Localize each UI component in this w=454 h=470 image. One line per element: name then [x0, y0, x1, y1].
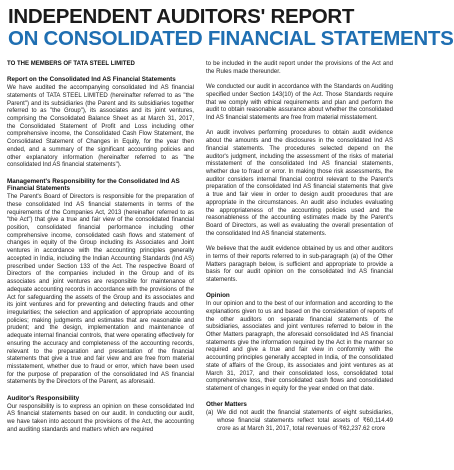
heading-management-responsibility: Management's Responsibility for the Consolidated Ind AS Financial Statements [7, 177, 180, 193]
list-item [206, 410, 393, 433]
heading-auditor-responsibility: Auditor's Responsibility [7, 394, 80, 402]
paragraph-report: We have audited the accompanying consolidated Ind AS financial statements of TATA STEEL LIMITED (hereinafter referred to as "the Parent") and its subsidiaries (the Parent and its subsidiaries together referred to as "the Group"), its associates and its joint ventures, comprising the Consolidated Balance Sheet as at March 31, 2017, the Consolidated Statement of Profit and Loss including other comprehensive income, the Consolidated Cash Flow Statement, the Consolidated Statement of Changes in Equity, for the year then ended, and a summary of the significant accounting policies and other explanatory information (hereinafter referred to as "the consolidated Ind AS financial statements"). [7, 85, 194, 169]
paragraph-audit-procedures: An audit involves performing procedures to obtain audit evidence about the amounts and the disclosures in the consolidated Ind AS financial statements. The procedures selected depend on the auditor's judgment, including the assessment of the risks of material misstatement of the consolidated Ind AS financial statements, whether due to fraud or error. In making those risk assessments, the auditor considers internal financial control relevant to the Parent's preparation of the consolidated Ind AS financial statements that give a true and fair view in order to design audit procedures that are appropriate in the circumstances. An audit also includes evaluating the appropriateness of the accounting policies used and the reasonableness of the accounting estimates made by the Parent's Board of Directors, as well as evaluating the overall presentation of the consolidated Ind AS financial statements. [206, 130, 393, 237]
left-column [7, 61, 194, 470]
addressee: TO THE MEMBERS OF TATA STEEL LIMITED [7, 61, 135, 67]
paragraph-audit-standards: We conducted our audit in accordance with the Standards on Auditing specified under Section 143(10) of the Act. Those Standards require that we comply with ethical requirements and plan and perform the audit to obtain reasonable assurance about whether the consolidated Ind AS financial statements are free from material misstatement. [206, 84, 393, 121]
report-title [8, 5, 454, 50]
title-line-2: ON CONSOLIDATED FINANCIAL STATEMENTS [8, 27, 454, 50]
heading-opinion: Opinion [206, 292, 230, 300]
paragraph-management-responsibility: The Parent's Board of Directors is responsible for the preparation of these consolidated Ind AS financial statements in terms of the requirements of the Companies Act, 2013 (hereinafter referred to as "the Act") that give a true and fair view of the consolidated financial position, consolidated financial performance including other comprehensive income, consolidated cash flows and statement of changes in equity of the Group including its Associates and Joint ventures in accordance with the accounting principles generally accepted in India, including the Indian Accounting Standards (Ind AS) prescribed under Section 133 of the Act. The respective Board of Directors of the companies included in the Group and of its associates and joint ventures are responsible for maintenance of adequate accounting records in accordance with the provisions of the Act for safeguarding the assets of the Group and its associates and its joint ventures and for preventing and detecting frauds and other irregularities; the selection and application of appropriate accounting policies; making judgments and estimates that are reasonable and prudent; and the design, implementation and maintenance of adequate internal financial controls, that were operating effectively for ensuring the accuracy and completeness of the accounting records, relevant to the preparation and presentation of the financial statements that give a true and fair view and are free from material misstatement, whether due to fraud or error, which have been used for the purpose of preparation of the consolidated Ind AS financial statements by the Directors of the Parent, as aforesaid. [7, 194, 194, 386]
paragraph-audit-evidence: We believe that the audit evidence obtained by us and other auditors in terms of their reports referred to in sub-paragraph (a) of the Other Matters paragraph below, is sufficient and appropriate to provide a basis for our audit opinion on the consolidated Ind AS financial statements. [206, 246, 393, 284]
paragraph-auditor-responsibility: Our responsibility is to express an opinion on these consolidated Ind AS financial statements based on our audit. In conducting our audit, we have taken into account the provisions of the Act, the accounting and auditing standards and matters which are required [7, 403, 194, 433]
paragraph-continued: to be included in the audit report under the provisions of the Act and the Rules made thereunder. [206, 61, 393, 75]
paragraph-opinion: In our opinion and to the best of our information and according to the explanations given to us and based on the consideration of reports of the other auditors on separate financial statements of the subsidiaries, associates and joint ventures referred to below in the Other Matters paragraph, the aforesaid consolidated Ind AS financial statements give the information required by the Act in the manner so required and give a true and fair view in conformity with the accounting principles generally accepted in India, of the consolidated state of affairs of the Group, its associates and joint ventures as at March 31, 2017, and their consolidated loss, consolidated total comprehensive loss, their consolidated cash flows and consolidated statement of changes in equity for the year ended on that date. [206, 301, 393, 393]
list-marker: (a) [206, 410, 214, 417]
heading-other-matters: Other Matters [206, 401, 247, 409]
right-column [206, 61, 393, 470]
heading-report: Report on the Consolidated Ind AS Financial Statements [7, 76, 176, 84]
title-line-1: INDEPENDENT AUDITORS' REPORT [8, 5, 355, 28]
list-item-text: We did not audit the financial statements of eight subsidiaries, whose financial statements reflect total assets of ₹60,114.49 crore as at March 31, 2017, total revenues of ₹62,237.62 crore [217, 410, 393, 432]
